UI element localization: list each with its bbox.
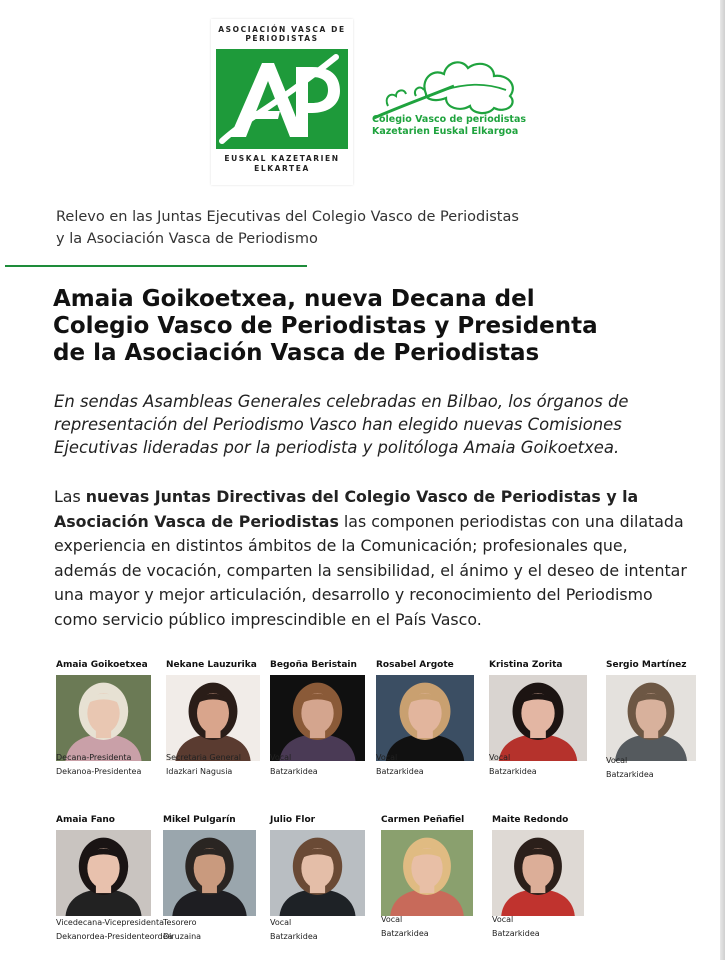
body-text-2: las componen periodistas con una dilatada experiencia en distintos ámbitos de la Comunicación; profesionales que, además de vocación, comparten la sensibilidad, el ánimo y el deseo de intentar una mayor y mejor articulación, desarrollo y reconocimiento del Periodismo como servicio público imprescindible en el País Vasco. [54, 511, 687, 629]
headline-line-2: Colegio Vasco de Periodistas y Presidenta [53, 313, 598, 339]
member-name: Begoña Beristain [270, 660, 357, 670]
portrait-image [606, 675, 696, 761]
avp-logo-bottom-text: EUSKAL KAZETARIEN ELKARTEA [224, 154, 340, 173]
member-name: Amaia Goikoetxea [56, 660, 148, 670]
member-role: Vocal [381, 915, 403, 924]
member-role-basque: Batzarkidea [492, 929, 540, 938]
avp-logo-top-text: ASOCIACIÓN VASCA DE PERIODISTAS [218, 25, 346, 43]
member-photo [492, 830, 584, 916]
member-role: Vocal [489, 753, 511, 762]
intro-text [56, 206, 576, 250]
body-paragraph [54, 485, 694, 632]
body-bold-text: nuevas Juntas Directivas del Colegio Vasco de Periodistas y la Asociación Vasca de Periodistas [54, 487, 639, 531]
headline-line-1: Amaia Goikoetxea, nueva Decana del [53, 286, 535, 312]
member-name: Amaia Fano [56, 815, 115, 825]
member-name: Julio Flor [270, 815, 316, 825]
portrait-image [166, 675, 260, 761]
portrait-image [489, 675, 587, 761]
avp-logo [211, 19, 353, 185]
member-photo [376, 675, 474, 761]
member-name: Kristina Zorita [489, 660, 563, 670]
member-role-basque: Dekanoa-Presidentea [56, 767, 142, 776]
member-role-basque: Batzarkidea [270, 932, 318, 941]
member-role-basque: Idazkari Nagusia [166, 767, 233, 776]
green-divider [5, 265, 307, 267]
ap-monogram-icon [216, 49, 348, 149]
member-name: Nekane Lauzurika [166, 660, 257, 670]
member-role-basque: Batzarkidea [376, 767, 424, 776]
portrait-image [56, 830, 151, 916]
member-role: Vocal [376, 753, 398, 762]
cvp-logo-line1: Colegio Vasco de periodistas [372, 114, 527, 125]
member-role: Vocal [606, 756, 628, 765]
member-role-basque: Dekanordea-Presidenteordea [56, 932, 173, 941]
member-role: Vocal [270, 753, 292, 762]
member-role-basque: Diruzaina [163, 932, 202, 941]
body-text-1: Las [54, 487, 86, 506]
avp-logo-emblem [216, 49, 348, 149]
member-photo [606, 675, 696, 761]
portrait-image [381, 830, 473, 916]
member-role-basque: Batzarkidea [381, 929, 429, 938]
member-name: Mikel Pulgarín [163, 815, 236, 825]
headline [53, 286, 693, 367]
member-photo [381, 830, 473, 916]
intro-line-2: y la Asociación Vasca de Periodismo [56, 231, 318, 247]
member-photo [270, 830, 365, 916]
member-name: Carmen Peñafiel [381, 815, 465, 825]
headline-line-3: de la Asociación Vasca de Periodistas [53, 340, 540, 366]
portrait-image [270, 675, 365, 761]
member-photo [489, 675, 587, 761]
member-role: Vocal [492, 915, 514, 924]
member-role-basque: Batzarkidea [489, 767, 537, 776]
member-photo [56, 830, 151, 916]
member-photo [270, 675, 365, 761]
page-edge-shadow [720, 0, 725, 960]
member-role: Secretaria General [166, 753, 241, 762]
portrait-image [270, 830, 365, 916]
portrait-image [376, 675, 474, 761]
cvp-logo [366, 50, 531, 145]
member-name: Sergio Martínez [606, 660, 687, 670]
member-role-basque: Batzarkidea [606, 770, 654, 779]
member-photo [163, 830, 256, 916]
oak-branch-icon [366, 50, 531, 120]
member-role-basque: Batzarkidea [270, 767, 318, 776]
portrait-image [163, 830, 256, 916]
member-photo [166, 675, 260, 761]
intro-line-1: Relevo en las Juntas Ejecutivas del Colegio Vasco de Periodistas [56, 209, 519, 225]
member-role: Vicedecana-Vicepresidenta [56, 918, 164, 927]
portrait-image [492, 830, 584, 916]
member-role: Tesorero [163, 918, 197, 927]
member-role: Decana-Presidenta [56, 753, 132, 762]
member-name: Rosabel Argote [376, 660, 454, 670]
cvp-logo-line2: Kazetarien Euskal Elkargoa [372, 126, 519, 137]
portrait-image [56, 675, 151, 761]
member-role: Vocal [270, 918, 292, 927]
lead-paragraph: En sendas Asambleas Generales celebradas en Bilbao, los órganos de representación del Periodismo Vasco han elegido nuevas Comisiones Ejecutivas lideradas por la periodista y politóloga Amaia Goikoetxea. [54, 392, 629, 457]
member-photo [56, 675, 151, 761]
member-name: Maite Redondo [492, 815, 569, 825]
